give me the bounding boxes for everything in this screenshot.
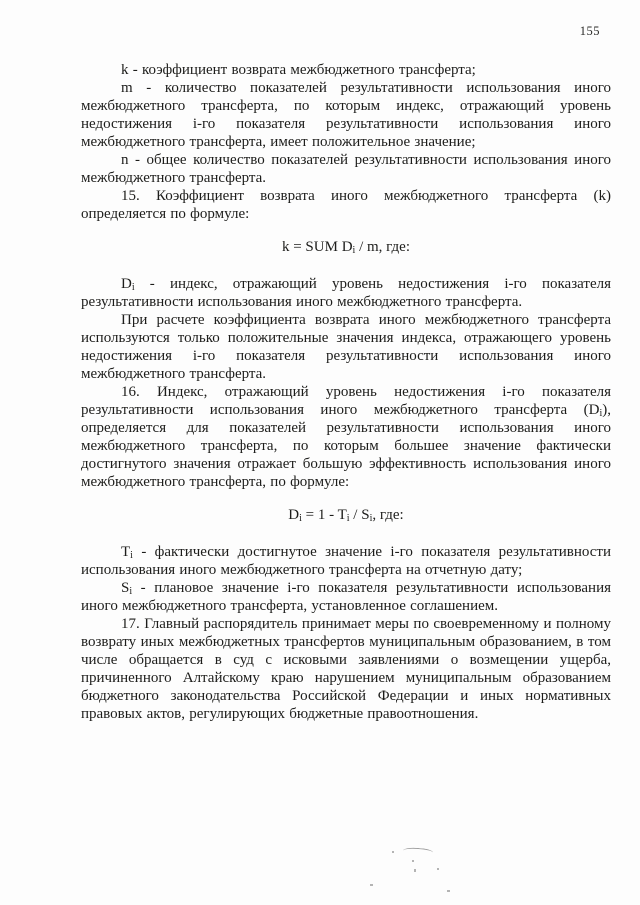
paragraph: 15. Коэффициент возврата иного межбюджетного трансферта (k) определяется по формуле: xyxy=(81,188,611,222)
paragraph: $D_i$ - индекс, отражающий уровень недостижения i-го показателя результативности использования иного межбюджетного трансферта. xyxy=(81,276,611,310)
document-body xyxy=(81,61,611,723)
scan-artifact xyxy=(370,884,373,886)
formula-line: $D_i = 1 - T_i / S_i$, где: xyxy=(288,507,404,524)
paragraph: n - общее количество показателей результативности использования иного межбюджетного трансферта. xyxy=(81,152,611,186)
scan-artifact xyxy=(414,869,416,872)
scan-artifact xyxy=(403,847,434,858)
scan-artifact xyxy=(392,851,394,853)
page-number: 155 xyxy=(579,24,600,38)
paragraph: k - коэффициент возврата межбюджетного трансферта; xyxy=(121,62,476,78)
scan-artifact xyxy=(437,868,439,870)
paragraph: m - количество показателей результативности использования иного межбюджетного трансферта, по которым индекс, отражающий уровень недостижения i-го показателя результативности использования иного межбюджетного трансферта, имеет положительное значение; xyxy=(81,80,611,150)
paragraph: $S_i$ - плановое значение i-го показателя результативности использования иного межбюджетного трансферта, установленное соглашением. xyxy=(81,580,611,614)
paragraph: 17. Главный распорядитель принимает меры по своевременному и полному возврату иных межбюджетных трансфертов муниципальным образованием, в том числе обращается в суд с исковыми заявлениями о возмещении ущерба, причиненного Алтайскому краю нарушением муниципальным образованием бюджетного законодательства Российской Федерации и иных нормативных правовых актов, регулирующих бюджетные правоотношения. xyxy=(81,616,611,722)
scan-artifact xyxy=(412,860,414,862)
formula-line: k = SUM $D_i$ / m, где: xyxy=(281,239,411,256)
paragraph: 16. Индекс, отражающий уровень недостижения i-го показателя результативности использования иного межбюджетного трансферта $(D_i)$, определяется для показателей результативности использования иного межбюджетного трансферта, по которым большее значение фактически достигнутого значения отражает большую эффективность использования иного межбюджетного трансферта, по формуле: xyxy=(81,384,611,490)
paragraph: $T_i$ - фактически достигнутое значение i-го показателя результативности использования иного межбюджетного трансферта на отчетную дату; xyxy=(81,544,611,578)
scan-artifact xyxy=(447,890,450,892)
paragraph: При расчете коэффициента возврата иного межбюджетного трансферта используются только положительные значения индекса, отражающего уровень недостижения i-го показателя результативности использования иного межбюджетного трансферта. xyxy=(81,312,611,382)
